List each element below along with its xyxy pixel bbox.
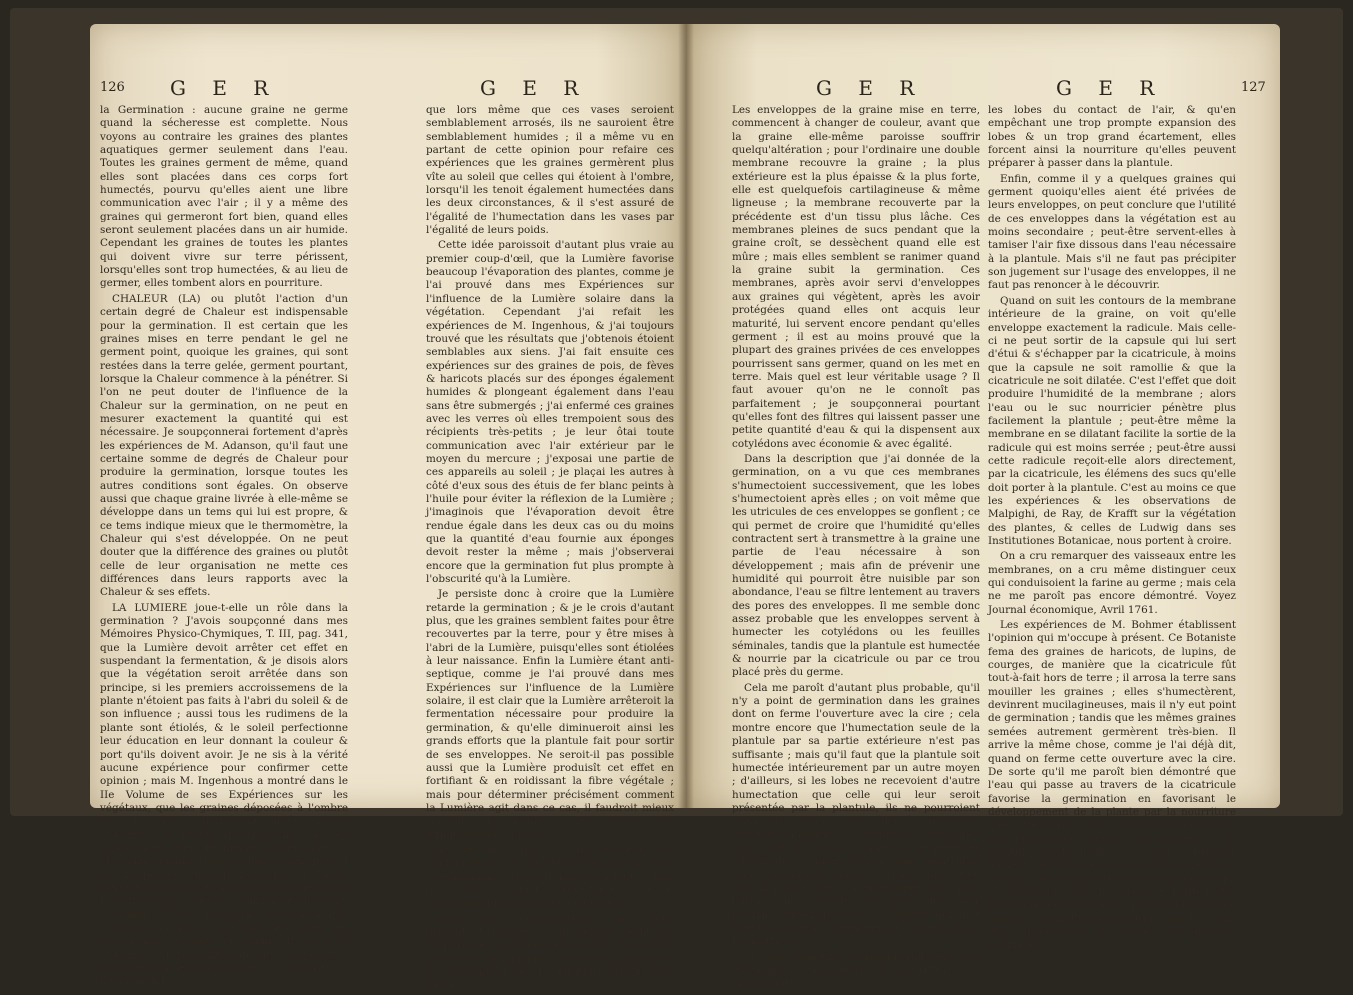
running-head-left: G E R — [816, 76, 925, 100]
left-page-header — [90, 76, 686, 106]
paragraph: Enfin, comme il y a quelques graines qui germent quoiqu'elles aient été privées de leurs enveloppes, on peut conclure que l'utilité de ces enveloppes dans la végétation est au moins secondaire ; peut-être servent-elles à tamiser l'air fixe dissous dans l'eau nécessaire à la plantule. Mais s'il ne faut pas précipiter son jugement sur l'usage des enveloppes, il ne faut pas renoncer à le découvrir. — [988, 172, 1236, 292]
paragraph: Les expériences de M. Bohmer établissent l'opinion qui m'occupe à présent. Ce Botaniste fema des graines de haricots, de lupins, de courges, de manière que la cicatricule fût tout-à-fait hors de terre ; il arrosa la terre sans mouiller les graines ; elles s'humectèrent, devinrent mucilagineuses, mais il n'y eut point de germination ; tandis que les mêmes graines semées autrement germèrent très-bien. Il arrive la même chose, comme je l'ai déjà dit, quand on ferme cette ouverture avec la cire. De sorte qu'il me paroît bien démontré que l'eau qui passe au travers de la cicatricule favorise la germination en favorisant le développement de la plante par la nourriture que cette eau lui fournit. Mais aussi l'humidité des enveloppes prépare les parties de la plantule qu'elle gonfle, à recevoir ce premier aliment ; on observe dans la partie supérieure du grain de bled, c'est-à-dire, dans celles qui est à l'air sur l'épi, une espèce de petite plate-forme criblée de plusieurs pores au travers de laquelle l'humidité peut entrer dans la farine des cotylédons & la changer en émulsion nourricière. — [988, 619, 1236, 952]
paragraph: On a cru remarquer des vaisseaux entre les membranes, on a cru même distinguer ceux qui conduisoient la farine au germe ; mais cela ne me paroît pas encore démontré. Voyez Journal économique, Avril 1761. — [988, 550, 1236, 616]
right-page-header — [686, 76, 1280, 106]
paragraph: Je ne dirai rien ici de nouveau sur l'influence que l'ÉLECTRICITÉ peut avoir dans la germination ; mais je renvoie à tout ce que j'en ai dit en parlant de l'électricité, & je me trouve aussi incertain que j'étois alors. — [426, 843, 674, 910]
paragraph: Cela me paroît d'autant plus probable, qu'il n'y a point de germination dans les graines dont on ferme l'ouverture avec la cire ; cela montre encore que l'humectation seule de la plantule par sa partie extérieure n'est pas suffisante ; mais qu'il faut que la plantule soit humectée intérieurement par un autre moyen ; d'ailleurs, si les lobes ne recevoient d'autre humectation que celle qui leur seroit présentée par la plantule, ils ne pourroient s'humecter assez pour céder à l'impulsion végétale du germe ; & comme ces enveloppes sont plus ou moins propres à se pénétrer d'humidité ; comme elles ne sont point liées avec les lobes de manière à faire corps avec eux, il paroît que ces enveloppes sont plus faites pour humecter les lobes que pour nourrir immédiatement la plantule qui doit être uniquement alimentée par l'ouverture de la cicatricule. — [732, 681, 980, 948]
running-head-right: G E R — [480, 76, 589, 100]
paragraph: Dans la description que j'ai donnée de la germination, on a vu que ces membranes s'humectoient successivement, que les lobes s'humectoient après elles ; on voit même que les utricules de ces enveloppes se gonflent ; ce qui permet de croire que l'humidité qu'elles contractent sert à transmettre à la graine une partie de l'eau nécessaire à son développement ; mais afin de prévenir une humidité qui pourroit être nuisible par son abondance, l'eau se filtre lentement au travers des pores des enveloppes. Il me semble donc assez probable que les enveloppes servent à humecter les cotylédons ou les feuilles séminales, tandis que la plantule est humectée & nourrie par la cicatricule ou par ce trou placé près du germe. — [732, 452, 980, 679]
paragraph: Les enveloppes de la graine mise en terre, commencent à changer de couleur, avant que la graine elle-même paroisse souffrir quelqu'altération ; pour l'ordinaire une double membrane recouvre la graine ; la plus extérieure est la plus épaisse & la plus forte, elle est quelquefois cartilagineuse & même ligneuse ; la membrane recouverte par la précédente est d'un tissu plus lâche. Ces membranes pleines de sucs pendant que la graine croît, se dessèchent quand elle est mûre ; mais elles semblent se ranimer quand la graine subit la germination. Ces membranes, après avoir servi d'enveloppes aux graines qui végètent, après les avoir protégées quand elles ont acquis leur maturité, lui servent encore pendant qu'elles germent ; il est au moins prouvé que la plupart des graines privées de ces enveloppes pourrissent sans germer, quand on les met en terre. Mais quel est leur véritable usage ? Il faut avouer qu'on ne le connoît pas parfaitement ; je soupçonnerai pourtant qu'elles font des filtres qui laissent passer une petite quantité d'eau & qui la dispensent aux cotylédons avec économie & avec égalité. — [732, 104, 980, 450]
book-spread — [10, 8, 1343, 992]
book-gutter — [678, 24, 694, 808]
page-number: 127 — [1241, 80, 1266, 95]
paragraph: que lors même que ces vases seroient semblablement arrosés, ils ne sauroient être semblablement humides ; il a même vu en partant de cette opinion pour refaire ces expériences que les graines germèrent plus vîte au soleil que celles qui étoient à l'ombre, lorsqu'il les tenoit également humectées dans les deux circonstances, & il s'est assuré de l'égalité de l'humectation dans les vases par l'égalité de leurs poids. — [426, 104, 674, 237]
left-page-column-2 — [426, 104, 674, 995]
paragraph: CHALEUR (LA) ou plutôt l'action d'un certain degré de Chaleur est indispensable pour la germination. Il est certain que les graines mises en terre pendant le gel ne germent point, quoique les graines, qui sont restées dans la terre gelée, germent pourtant, lorsque la Chaleur commence à la pénétrer. Si l'on ne peut douter de l'influence de la Chaleur sur la germination, on ne peut en mesurer exactement la quantité qui est nécessaire. Je soupçonnerai fortement d'après les expériences de M. Adanson, qu'il faut une certaine somme de degrés de Chaleur pour produire la germination, lorsque toutes les autres conditions sont égales. On observe aussi que chaque graine livrée à elle-même se développe dans un tems qui lui est propre, & ce tems indique mieux que le thermomètre, la Chaleur qui s'est développée. On ne peut douter que la différence des graines ou plutôt celle de leur organisation ne mette ces différences dans leurs rapports avec la Chaleur & ses effets. — [100, 292, 348, 599]
paragraph: Quand on suit les contours de la membrane intérieure de la graine, on voit qu'elle enveloppe exactement la radicule. Mais celle-ci ne peut sortir de la capsule qui lui sert d'étui & s'échapper par la cicatricule, à moins que la capsule ne soit ramollie & que la cicatricule ne soit dilatée. C'est l'effet que doit produire l'humidité de la membrane ; alors l'eau ou le suc nourricier pénètre plus facilement la plantule ; peut-être même la membrane en se dilatant facilite la sortie de la radicule qui est moins serrée ; peut-être aussi cette radicule reçoit-elle alors directement, par la cicatricule, les élémens des sucs qu'elle doit porter à la plantule. C'est au moins ce que les expériences & les observations de Malpighi, de Ray, de Krafft sur la végétation des plantes, & celles de Ludwig dans ses Institutiones Botanicae, nous portent à croire. — [988, 294, 1236, 547]
paragraph: Cette idée paroissoit d'autant plus vraie au premier coup-d'œil, que la Lumière favorise beaucoup l'évaporation des plantes, comme je l'ai prouvé dans mes Expériences sur l'influence de la Lumière solaire dans la végétation. Cependant j'ai refait les expériences de M. Ingenhous, & j'ai toujours trouvé que les résultats que j'obtenois étoient semblables aux siens. J'ai fait ensuite ces expériences sur des graines de pois, de fèves & haricots placés sur des éponges également humides & plongeant également dans l'eau sans être submergés ; j'ai enfermé ces graines avec les verres où elles trempoient sous des récipients très-petits ; je leur ôtai toute communication avec l'air extérieur par le moyen du mercure ; j'exposai une partie de ces appareils au soleil ; je plaçai les autres à côté d'eux sous des étuis de fer blanc peints à l'huile pour éviter la réflexion de la Lumière ; j'imaginois que l'évaporation devoit être rendue égale dans les deux cas ou du moins que la quantité d'eau fournie aux éponges devoit rester la même ; mais j'observerai encore que la germination fut plus prompte à l'obscurité qu'à la Lumière. — [426, 239, 674, 586]
page-number: 126 — [100, 80, 125, 95]
paragraph: M. de Saussure soupçonneroit que les enveloppes empêchent la pourriture en préservant — [732, 950, 980, 990]
paragraph: la Germination : aucune graine ne germe quand la sécheresse est complette. Nous voyons au contraire les graines des plantes aquatiques germer seulement dans l'eau. Toutes les graines germent de même, quand elles sont placées dans ces corps fort humectés, pourvu qu'elles aient une libre communication avec l'air ; il y a même des graines qui germeront fort bien, quand elles seront seulement placées dans un air humide. Cependant les graines de toutes les plantes qui doivent vivre sur terre périssent, lorsqu'elles sont trop humectées, & au lieu de germer, elles tombent alors en pourriture. — [100, 104, 348, 290]
left-page — [90, 24, 686, 992]
right-page — [686, 24, 1280, 990]
left-page-column-1 — [100, 104, 348, 991]
running-head-right: G E R — [1056, 76, 1165, 100]
paragraph: Je persiste donc à croire que la Lumière retarde la germination ; & je le crois d'autant plus, que les graines semblent faites pour être recouvertes par la terre, pour y être mises à l'abri de la Lumière, puisqu'elles sont étiolées à leur naissance. Enfin la Lumière étant anti-septique, comme je l'ai prouvé dans mes Expériences sur l'influence de la Lumière solaire, il est clair que la Lumière arrêteroit la fermentation nécessaire pour produire la germination, & qu'elle diminueroit ainsi les grands efforts que la plantule fait pour sortir de ses enveloppes. Ne seroit-il pas possible aussi que la Lumière produisît cet effet en fortifiant & en roidissant la fibre végétale ; mais pour déterminer précisément comment la Lumière agit dans ce cas, il faudroit mieux connoître la Nature & les produits des affinités de la Lumière. — [426, 588, 674, 841]
paragraph: les lobes du contact de l'air, & qu'en empêchant une trop prompte expansion des lobes & un trop grand écartement, elles forcent ainsi la nourriture qu'elles peuvent préparer à passer dans la plantule. — [988, 104, 1236, 170]
paragraph: LA LUMIERE joue-t-elle un rôle dans la germination ? J'avois soupçonné dans mes Mémoires Physico-Chymiques, T. III, pag. 341, que la Lumière devoit arrêter cet effet en suspendant la fermentation, & je disois alors que la végétation seroit arrêtée dans son principe, si les premiers accroissemens de la plante n'étoient pas faits à l'abri du soleil & de son influence ; aussi tous les rudimens de la plante sont étiolés, & le soleil perfectionne leur éducation en leur donnant la couleur & port qu'ils doivent avoir. Je ne sis à la vérité aucune expérience pour confirmer cette opinion ; mais M. Ingenhous a montré dans le IIe Volume de ses Expériences sur les végétaux, que les graines déposées à l'ombre dans la terre y germèrent plutôt qu'à la Lumière. J'ai répété quelques-unes de ses expériences avec le même succès que ce Physicien célèbre ; mais je dois avouer que j'ai été frappé des réflexions faites par M. l'Abbé Bertholon dans un Mémoire sur l'influence de l'électricité des végétaux. Journal de Physique, Décembre 1789. Il remarque avec raison que l'évaporation qui se fait dans les vases des expériences exposés en plein air & à la Lumière, est très-différente de l'évaporation éprouvée par les vases placés à l'obscurité, & il en conclut — [100, 601, 348, 988]
right-page-column-2 — [988, 104, 1236, 955]
paragraph: Après ces considérations qui nous présentent jusques à un certain point les rapports de la graine avec la terre, l'eau, l'air, la chaleur, la Lumière & l'électricité, je passe à l'explication de la GERMINATION elle-même. — [426, 912, 674, 992]
right-page-column-1 — [732, 104, 980, 993]
running-head-left: G E R — [170, 76, 279, 100]
